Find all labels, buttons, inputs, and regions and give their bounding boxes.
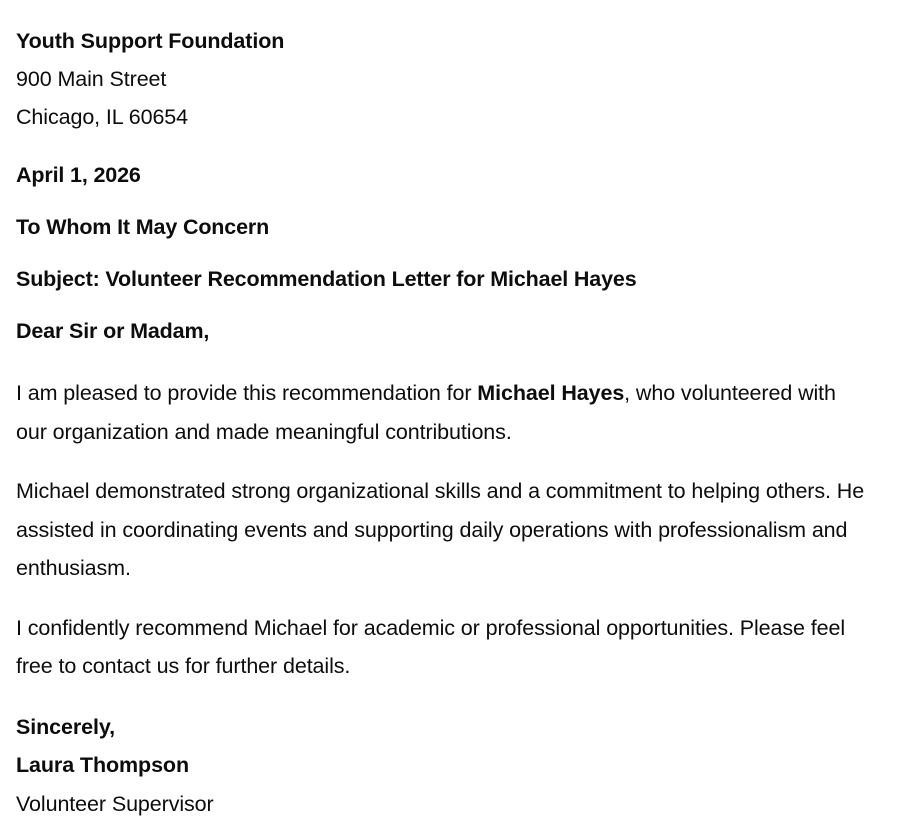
sender-city-state-zip: Chicago, IL 60654	[16, 105, 189, 129]
sender-address-block	[16, 22, 868, 136]
sender-organization-name: Youth Support Foundation	[16, 29, 285, 53]
closing-valediction: Sincerely,	[16, 714, 115, 739]
signer-name: Laura Thompson	[16, 753, 189, 777]
paragraph-1-text-after-name: , who volunteered with our organization and made meaningful contributions.	[16, 381, 836, 444]
letter-date: April 1, 2026	[16, 163, 141, 187]
sender-street-address: 900 Main Street	[16, 67, 167, 91]
salutation-line: Dear Sir or Madam,	[16, 319, 210, 343]
subject-line: Subject: Volunteer Recommendation Letter for Michael Hayes	[16, 267, 637, 291]
body-paragraph-3: I confidently recommend Michael for academic or professional opportunities. Please feel free to contact us for further details.	[16, 615, 846, 678]
letter-body	[16, 22, 868, 823]
recipient-line: To Whom It May Concern	[16, 215, 270, 239]
body-paragraph-1	[16, 374, 866, 451]
closing-block	[16, 708, 868, 824]
paragraph-1-text-before-name: I am pleased to provide this recommendation for	[16, 381, 478, 405]
body-paragraph-2: Michael demonstrated strong organizational skills and a commitment to helping others. He assisted in coordinating events and supporting daily operations with professionalism and enthusiasm.	[16, 479, 865, 580]
candidate-name-highlight: Michael Hayes	[477, 381, 625, 405]
signer-title: Volunteer Supervisor	[16, 791, 214, 816]
